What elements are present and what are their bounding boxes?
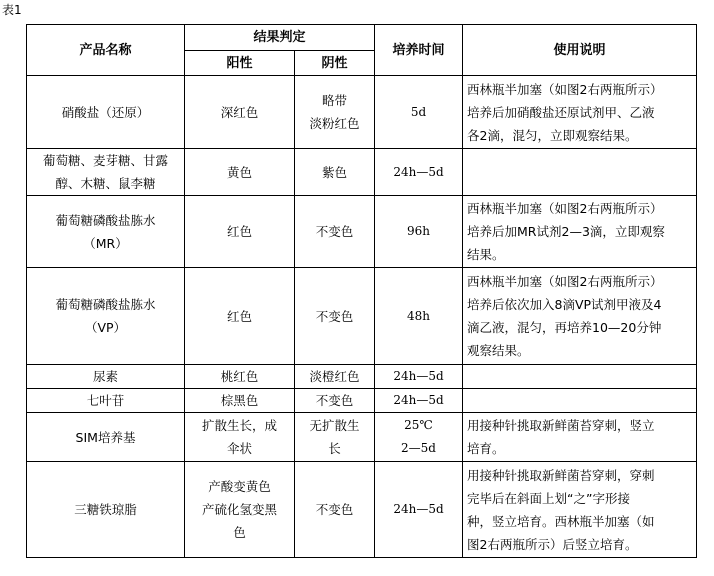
cell-line: 培育。	[467, 441, 505, 456]
cell-line: 红色	[226, 308, 252, 324]
table-row	[27, 389, 697, 413]
cell-usage	[463, 76, 697, 149]
cell-line: 葡萄糖、麦芽糖、甘露	[42, 153, 168, 168]
cell-positive	[185, 149, 295, 196]
table-row	[27, 76, 697, 149]
cell-usage	[463, 149, 697, 196]
cell-product	[27, 413, 185, 462]
cell-line: 96h	[407, 224, 431, 238]
cell-line: 完毕后在斜面上划“之”字形接	[467, 490, 630, 506]
cell-time	[375, 76, 463, 149]
header-time: 培养时间	[375, 25, 463, 76]
cell-line: 不变色	[315, 224, 354, 239]
cell-line: 培养后加MR试剂2—3滴，立即观察	[467, 224, 665, 239]
cell-line: 尿素	[92, 369, 118, 384]
cell-positive	[185, 462, 295, 558]
cell-line: 西林瓶半加塞（如图2右两瓶所示）	[467, 201, 663, 216]
cell-product	[27, 149, 185, 196]
cell-time	[375, 389, 463, 413]
cell-positive	[185, 389, 295, 413]
cell-line: 略带	[322, 93, 348, 108]
cell-usage	[463, 196, 697, 268]
cell-line: 硝酸盐（还原）	[61, 104, 150, 120]
cell-positive	[185, 413, 295, 462]
cell-line: 培养后加硝酸盐还原试剂甲、乙液	[467, 104, 655, 120]
table-row	[27, 413, 697, 462]
cell-negative	[295, 413, 375, 462]
cell-line: 西林瓶半加塞（如图2右两瓶所示）	[467, 274, 663, 289]
cell-line: （VP）	[84, 320, 127, 335]
cell-line: 淡粉红色	[309, 116, 360, 131]
cell-negative	[295, 268, 375, 365]
cell-line: 24h—5d	[393, 502, 444, 516]
cell-line: 黄色	[226, 164, 252, 180]
cell-line: 扩散生长，成	[201, 418, 277, 433]
cell-product	[27, 196, 185, 268]
header-product: 产品名称	[27, 25, 185, 76]
cell-line: 无扩散生	[309, 418, 360, 433]
cell-line: 2—5d	[401, 441, 436, 455]
cell-line: 产硫化氢变黑	[201, 502, 277, 517]
cell-line: 长	[328, 441, 341, 456]
cell-product	[27, 365, 185, 389]
cell-line: 用接种针挑取新鲜菌苔穿刺，穿刺	[467, 467, 655, 483]
results-table	[26, 24, 697, 558]
cell-time	[375, 365, 463, 389]
table-row	[27, 268, 697, 365]
cell-line: 图2右两瓶所示）后竖立培育。	[467, 536, 638, 552]
cell-negative	[295, 149, 375, 196]
cell-line: 红色	[226, 224, 252, 239]
cell-time	[375, 196, 463, 268]
cell-usage	[463, 268, 697, 365]
cell-usage	[463, 389, 697, 413]
cell-positive	[185, 268, 295, 365]
cell-line: 滴乙液，混匀，再培养10—20分钟	[467, 320, 662, 335]
cell-product	[27, 268, 185, 365]
cell-positive	[185, 196, 295, 268]
cell-line: SIM培养基	[75, 429, 136, 445]
cell-line: 葡萄糖磷酸盐胨水	[55, 212, 156, 228]
cell-line: 深红色	[220, 104, 259, 120]
cell-product	[27, 462, 185, 558]
cell-product	[27, 76, 185, 149]
cell-line: 各2滴，混匀，立即观察结果。	[467, 127, 638, 143]
table-row	[27, 149, 697, 196]
cell-line: 24h—5d	[393, 393, 444, 407]
cell-line: 24h—5d	[393, 164, 444, 179]
cell-time	[375, 413, 463, 462]
cell-line: 色	[233, 525, 246, 540]
cell-time	[375, 462, 463, 558]
cell-negative	[295, 389, 375, 413]
cell-line: 24h—5d	[393, 369, 444, 383]
table-row	[27, 462, 697, 558]
cell-line: 用接种针挑取新鲜菌苔穿刺，竖立	[467, 418, 655, 433]
header-usage: 使用说明	[463, 25, 697, 76]
cell-line: 醇、木糖、鼠李糖	[55, 176, 156, 191]
cell-usage	[463, 413, 697, 462]
cell-negative	[295, 462, 375, 558]
cell-time	[375, 149, 463, 196]
cell-line: 西林瓶半加塞（如图2右两瓶所示）	[467, 81, 663, 97]
cell-positive	[185, 365, 295, 389]
cell-line: 淡橙红色	[309, 369, 360, 384]
cell-line: 不变色	[315, 308, 354, 324]
cell-line: 培养后依次加入8滴VP试剂甲液及4	[467, 297, 662, 312]
header-negative: 阴性	[295, 51, 375, 76]
table-row	[27, 365, 697, 389]
cell-positive	[185, 76, 295, 149]
cell-line: 25℃	[404, 418, 433, 432]
cell-line: 5d	[410, 104, 427, 119]
cell-negative	[295, 76, 375, 149]
cell-line: 七叶苷	[86, 393, 125, 408]
cell-negative	[295, 196, 375, 268]
cell-line: 桃红色	[220, 369, 259, 384]
cell-negative	[295, 365, 375, 389]
cell-line: 三糖铁琼脂	[74, 502, 137, 517]
header-positive: 阳性	[185, 51, 295, 76]
cell-time	[375, 268, 463, 365]
cell-line: 结果。	[467, 247, 505, 262]
cell-usage	[463, 365, 697, 389]
cell-line: 48h	[407, 308, 431, 323]
cell-line: 种，竖立培育。西林瓶半加塞（如	[467, 513, 655, 529]
cell-line: 产酸变黄色	[208, 479, 271, 494]
cell-line: 不变色	[315, 393, 354, 408]
cell-line: （MR）	[83, 235, 128, 251]
cell-line: 葡萄糖磷酸盐胨水	[55, 297, 156, 312]
cell-line: 不变色	[315, 502, 354, 517]
header-result: 结果判定	[185, 25, 375, 51]
cell-line: 伞状	[226, 441, 252, 456]
cell-line: 观察结果。	[467, 343, 530, 358]
table-caption: 表1	[2, 3, 22, 17]
table-row	[27, 196, 697, 268]
cell-line: 紫色	[322, 164, 348, 180]
cell-product	[27, 389, 185, 413]
cell-line: 棕黑色	[220, 393, 259, 408]
cell-usage	[463, 462, 697, 558]
